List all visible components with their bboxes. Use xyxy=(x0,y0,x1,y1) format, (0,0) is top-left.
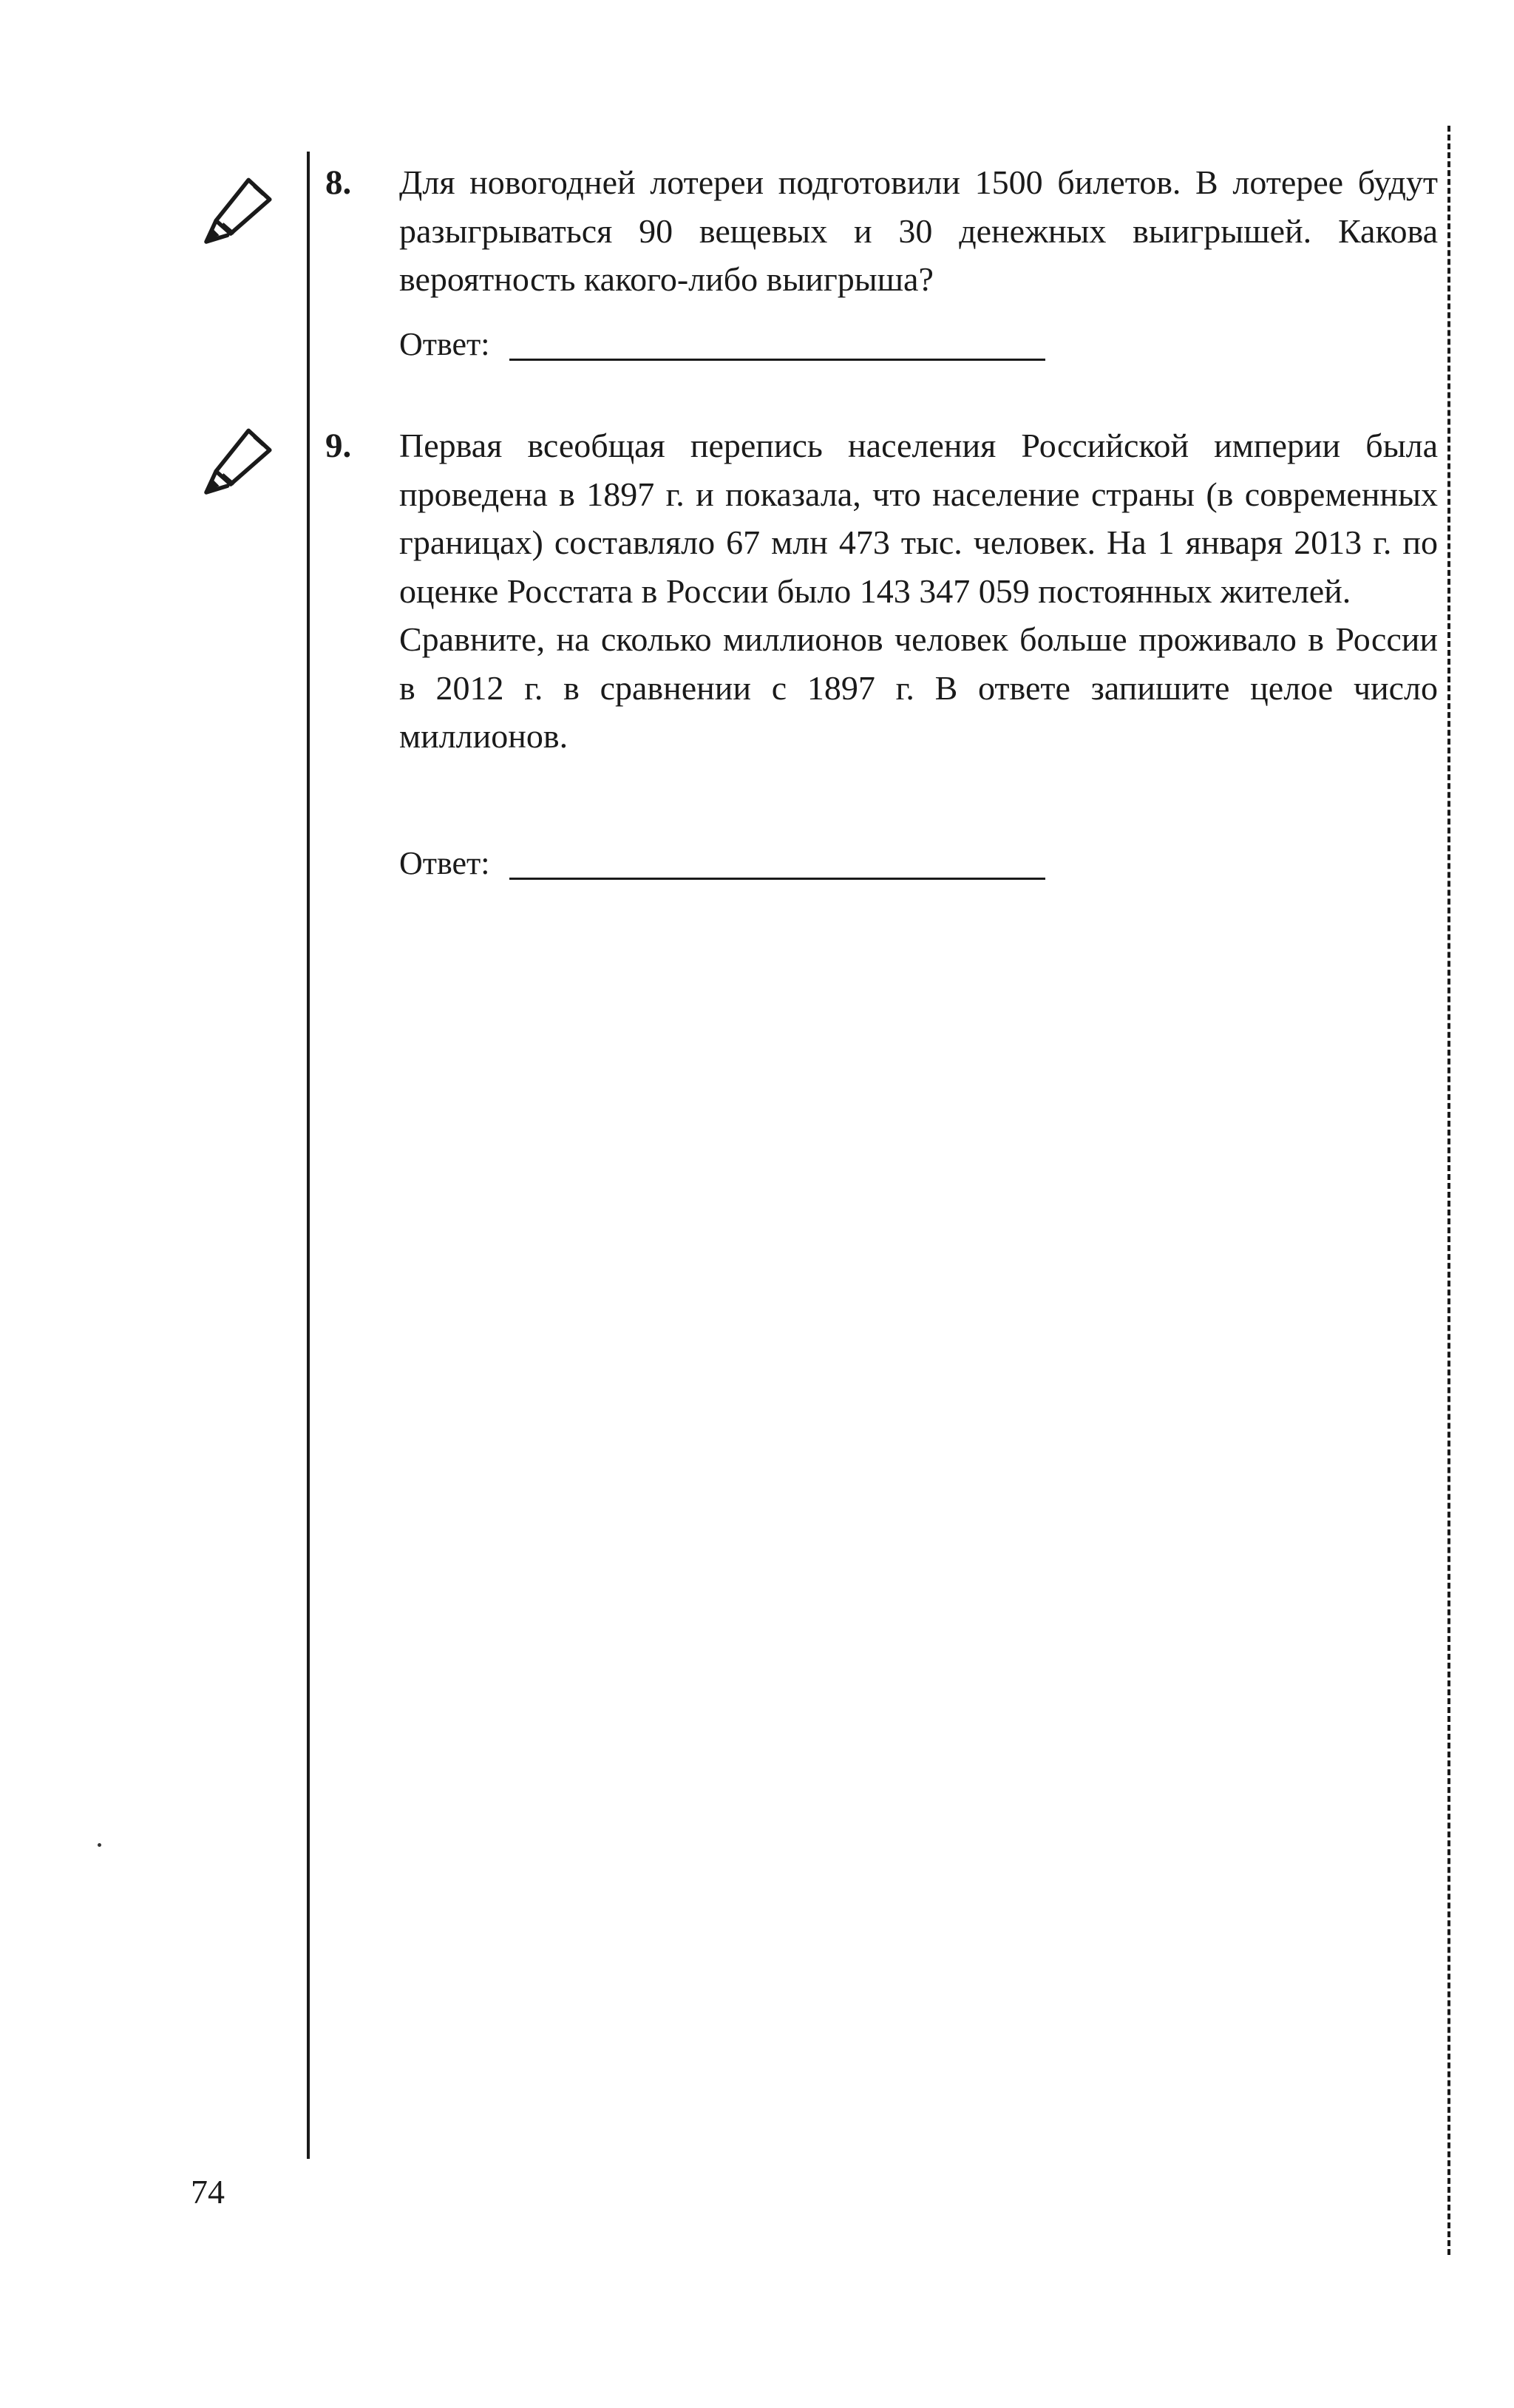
cut-line xyxy=(1447,126,1450,2255)
task-9 xyxy=(325,421,1442,895)
page-number: 74 xyxy=(191,2173,225,2211)
task-number: 8. xyxy=(325,163,352,202)
task-paragraph: Первая всеобщая перепись населения Российской империи была проведена в 1897 г. и показала, что население страны (в современных границах) составляло 67 млн 473 тыс. человек. На 1 января 2013 г. по оценке Росстата в России было 143 347 059 постоянных жителей. xyxy=(399,427,1438,610)
task-text xyxy=(399,421,1438,761)
answer-label: Ответ: xyxy=(399,326,490,362)
scan-speck xyxy=(98,1843,101,1847)
task-paragraph: Сравните, на сколько миллионов человек больше проживало в России в 2012 г. в сравнении с 1897 г. В ответе запишите целое число миллионов. xyxy=(399,620,1438,755)
pen-icon xyxy=(198,419,279,501)
task-paragraph: Для новогодней лотереи подготовили 1500 билетов. В лотерее будут разыгрываться 90 вещевых и 30 денежных выигрышей. Какова вероятность какого-либо выигрыша? xyxy=(399,163,1438,298)
answer-line[interactable] xyxy=(509,878,1045,880)
answer-field[interactable] xyxy=(399,322,1045,367)
pen-icon xyxy=(198,169,279,250)
task-number: 9. xyxy=(325,427,352,465)
margin-rule xyxy=(307,152,310,2159)
task-text xyxy=(399,158,1438,304)
answer-line[interactable] xyxy=(509,359,1045,361)
answer-field[interactable] xyxy=(399,841,1045,886)
task-8 xyxy=(325,158,1442,380)
answer-label: Ответ: xyxy=(399,845,490,881)
